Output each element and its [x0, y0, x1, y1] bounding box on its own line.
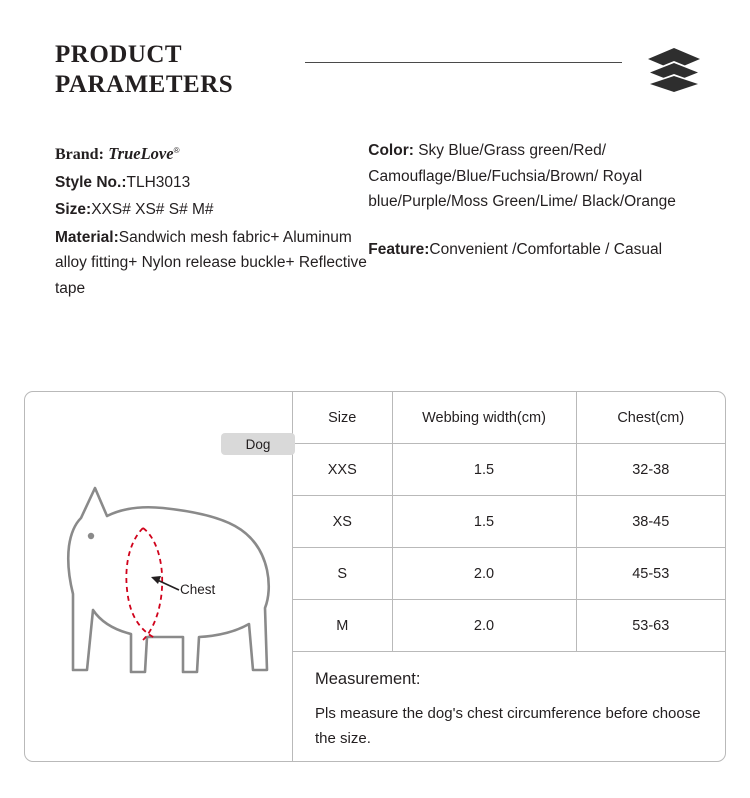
page-header [55, 40, 702, 110]
cell-size: XS [293, 496, 392, 548]
cell-webbing-width: 1.5 [392, 496, 576, 548]
spec-color-value: Sky Blue/Grass green/Red/ Camouflage/Blue/Fuchsia/Brown/ Royal blue/Purple/Moss Green/Lime/ Black/Orange [368, 142, 676, 210]
measurement-title: Measurement: [315, 670, 421, 688]
cell-webbing-width: 1.5 [392, 444, 576, 496]
spec-style-no-label: Style No.: [55, 173, 127, 191]
spec-material-label: Material: [55, 228, 119, 246]
spec-material-value: Sandwich mesh fabric+ Aluminum alloy fitting+ Nylon release buckle+ Reflective tape [55, 228, 367, 297]
cell-chest: 45-53 [576, 548, 725, 600]
cell-chest: 32-38 [576, 444, 725, 496]
dog-badge: Dog [221, 433, 295, 455]
specs-right-column [368, 138, 710, 303]
table-row [293, 548, 725, 600]
spec-color-label: Color: [368, 142, 414, 159]
dog-diagram-pane [25, 392, 293, 761]
stacked-layers-icon [646, 46, 702, 94]
cell-webbing-width: 2.0 [392, 600, 576, 652]
size-table [293, 392, 725, 652]
table-row [293, 600, 725, 652]
page-title-line1: PRODUCT [55, 41, 183, 68]
cell-chest: 53-63 [576, 600, 725, 652]
registered-trademark-icon: ® [173, 146, 180, 155]
spec-size [55, 197, 368, 223]
chest-label: Chest [180, 582, 216, 597]
spec-brand-label: Brand: [55, 146, 104, 164]
page-title [55, 40, 285, 100]
spec-feature-label: Feature: [368, 240, 430, 258]
table-header-row [293, 392, 725, 444]
spec-feature-value: Convenient /Comfortable / Casual [429, 240, 663, 258]
cell-size: M [293, 600, 392, 652]
table-row [293, 444, 725, 496]
spec-style-no [55, 170, 368, 196]
spec-material [55, 225, 368, 302]
measurement-note [293, 652, 725, 751]
cell-size: S [293, 548, 392, 600]
cell-chest: 38-45 [576, 496, 725, 548]
spec-color [368, 138, 710, 215]
spec-size-label: Size: [55, 201, 92, 219]
size-table-pane [293, 392, 725, 761]
page-title-line2: PARAMETERS [55, 71, 234, 98]
cell-webbing-width: 2.0 [392, 548, 576, 600]
specs-left-column [55, 138, 368, 303]
table-row [293, 496, 725, 548]
cell-size: XXS [293, 444, 392, 496]
spec-brand-value: TrueLove [108, 144, 174, 164]
measurement-text: Pls measure the dog's chest circumference before choose the size. [315, 705, 701, 747]
table-header-webbing-width: Webbing width(cm) [392, 392, 576, 444]
spec-feature [368, 237, 710, 263]
title-divider [305, 62, 622, 63]
spec-style-no-value: TLH3013 [126, 173, 191, 191]
spec-size-value: XXS# XS# S# M# [91, 201, 214, 219]
chest-measure-arrow-icon [39, 474, 289, 704]
table-header-chest: Chest(cm) [576, 392, 725, 444]
spec-brand [55, 138, 368, 168]
size-chart-panel [24, 391, 726, 762]
table-header-size: Size [293, 392, 392, 444]
product-specs [55, 138, 710, 303]
